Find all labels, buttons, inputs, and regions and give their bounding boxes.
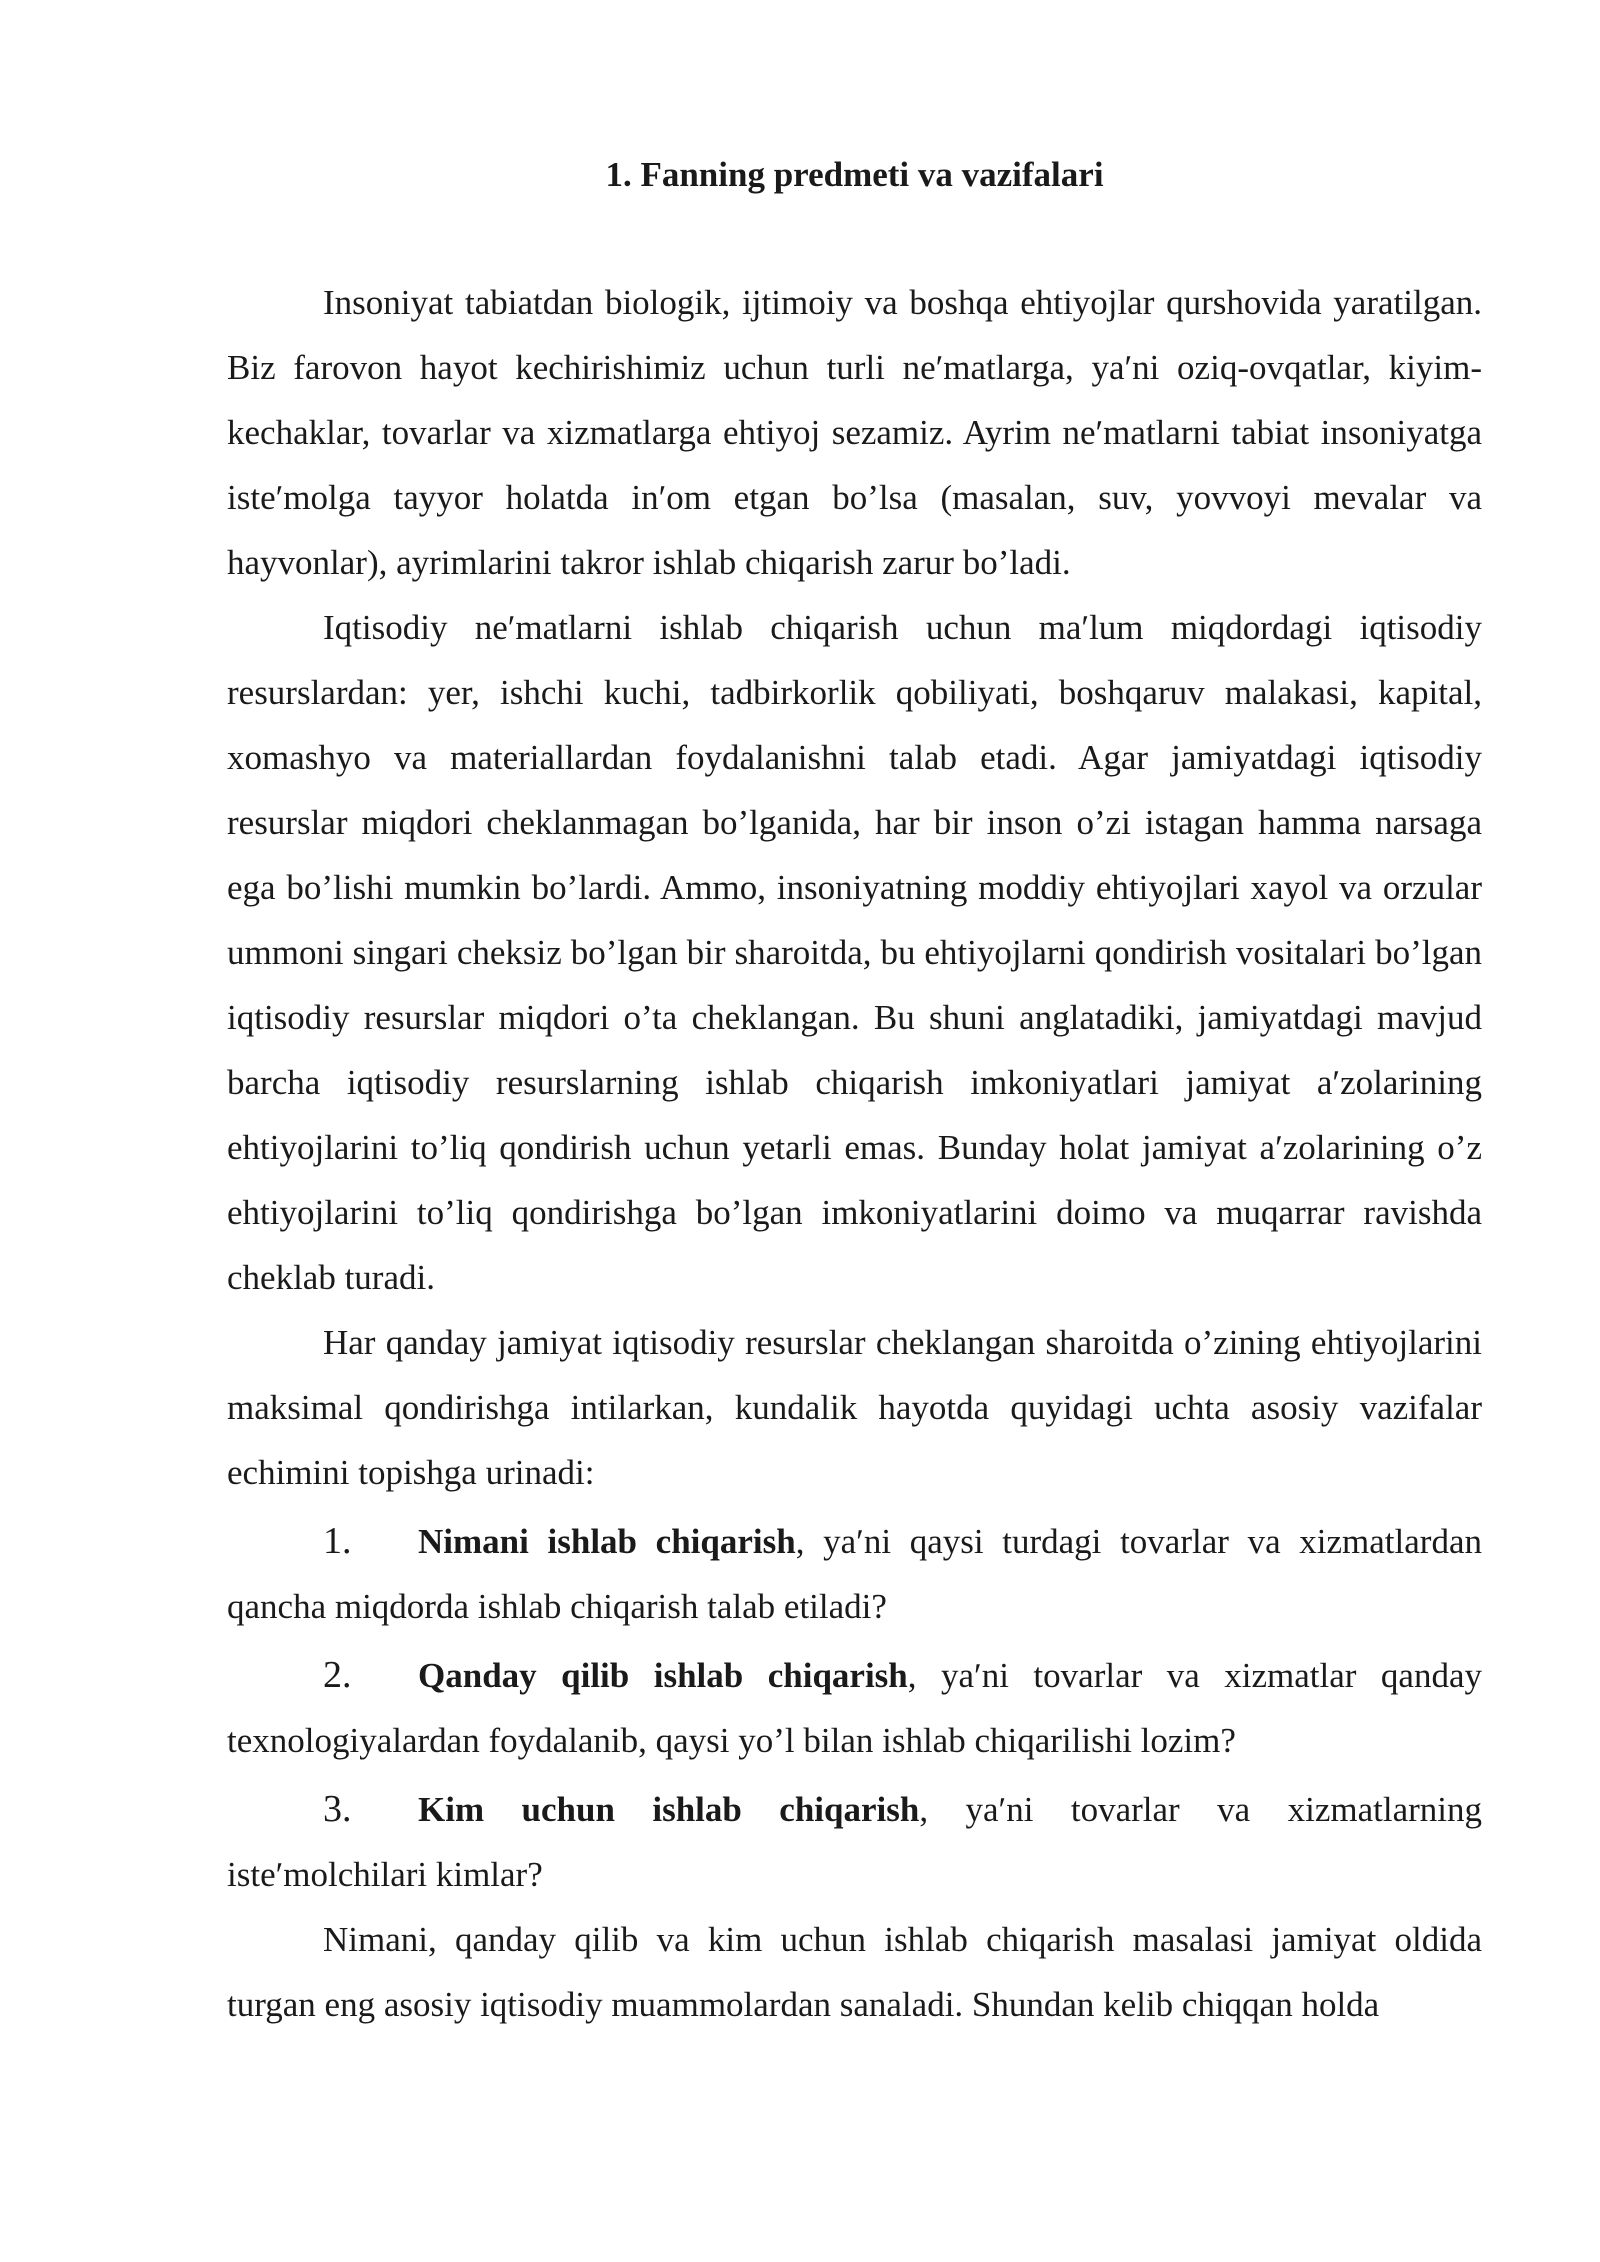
list-lead: Kim uchun ishlab chiqarish: [418, 1790, 920, 1829]
document-page: [227, 150, 1482, 2037]
list-text: , yaʹni tovarlar va xizmatlar qanday texnologiyalardan foydalanib, qaysi yo’l bilan ishlab chiqarilishi lozim?: [227, 1656, 1482, 1760]
paragraph-resources: Iqtisodiy neʹmatlarni ishlab chiqarish uchun maʹlum miqdordagi iqtisodiy resurslardan: yer, ishchi kuchi, tadbirkorlik qobiliyati, boshqaruv malakasi, kapital, xomashyo va materiallardan foydalanishni talab etadi. Agar jamiyatdagi iqtisodiy resurslar miqdori cheklanmagan bo’lganida, har bir inson o’zi istagan hamma narsaga ega bo’lishi mumkin bo’lardi. Ammo, insoniyatning moddiy ehtiyojlari xayol va orzular ummoni singari cheksiz bo’lgan bir sharoitda, bu ehtiyojlarni qondirish vositalari bo’lgan iqtisodiy resurslar miqdori o’ta cheklangan. Bu shuni anglatadiki, jamiyatdagi mavjud barcha iqtisodiy resurslarning ishlab chiqarish imkoniyatlari jamiyat aʹzolarining ehtiyojlarini to’liq qondirish uchun yetarli emas. Bunday holat jamiyat aʹzolarining o’z ehtiyojlarini to’liq qondirishga bo’lgan imkoniyatlarini doimo va muqarrar ravishda cheklab turadi.: [227, 608, 1482, 1297]
paragraph-intro: Insoniyat tabiatdan biologik, ijtimoiy va boshqa ehtiyojlar qurshovida yaratilgan. Biz farovon hayot kechirishimiz uchun turli neʹmatlarga, yaʹni oziq-ovqatlar, kiyim-kechaklar, tovarlar va xizmatlarga ehtiyoj sezamiz. Ayrim neʹmatlarni tabiat insoniyatga isteʹmolga tayyor holatda inʹom etgan bo’lsa (masalan, suv, yovvoyi mevalar va hayvonlar), ayrimlarini takror ishlab chiqarish zarur bo’ladi.: [227, 283, 1482, 582]
list-number: 3.: [323, 1788, 352, 1830]
list-item-how: [227, 1643, 1482, 1773]
list-text: , yaʹni qaysi turdagi tovarlar va xizmatlardan qancha miqdorda ishlab chiqarish talab etiladi?: [227, 1522, 1482, 1626]
page-title: 1. Fanning predmeti va vazifalari: [605, 155, 1104, 194]
paragraph-tasks-intro: Har qanday jamiyat iqtisodiy resurslar cheklangan sharoitda o’zining ehtiyojlarini maksimal qondirishga intilarkan, kundalik hayotda quyidagi uchta asosiy vazifalar echimini topishga urinadi:: [227, 1323, 1482, 1492]
list-number: 1.: [323, 1520, 352, 1562]
list-item-what: [227, 1509, 1482, 1639]
list-number: 2.: [323, 1654, 352, 1696]
list-text: , yaʹni tovarlar va xizmatlarning isteʹmolchilari kimlar?: [227, 1790, 1482, 1894]
list-item-for-whom: [227, 1777, 1482, 1907]
list-lead: Nimani ishlab chiqarish: [418, 1522, 796, 1561]
list-lead: Qanday qilib ishlab chiqarish: [418, 1656, 908, 1695]
paragraph-closing: Nimani, qanday qilib va kim uchun ishlab chiqarish masalasi jamiyat oldida turgan eng asosiy iqtisodiy muammolardan sanaladi. Shundan kelib chiqqan holda: [227, 1920, 1482, 2024]
